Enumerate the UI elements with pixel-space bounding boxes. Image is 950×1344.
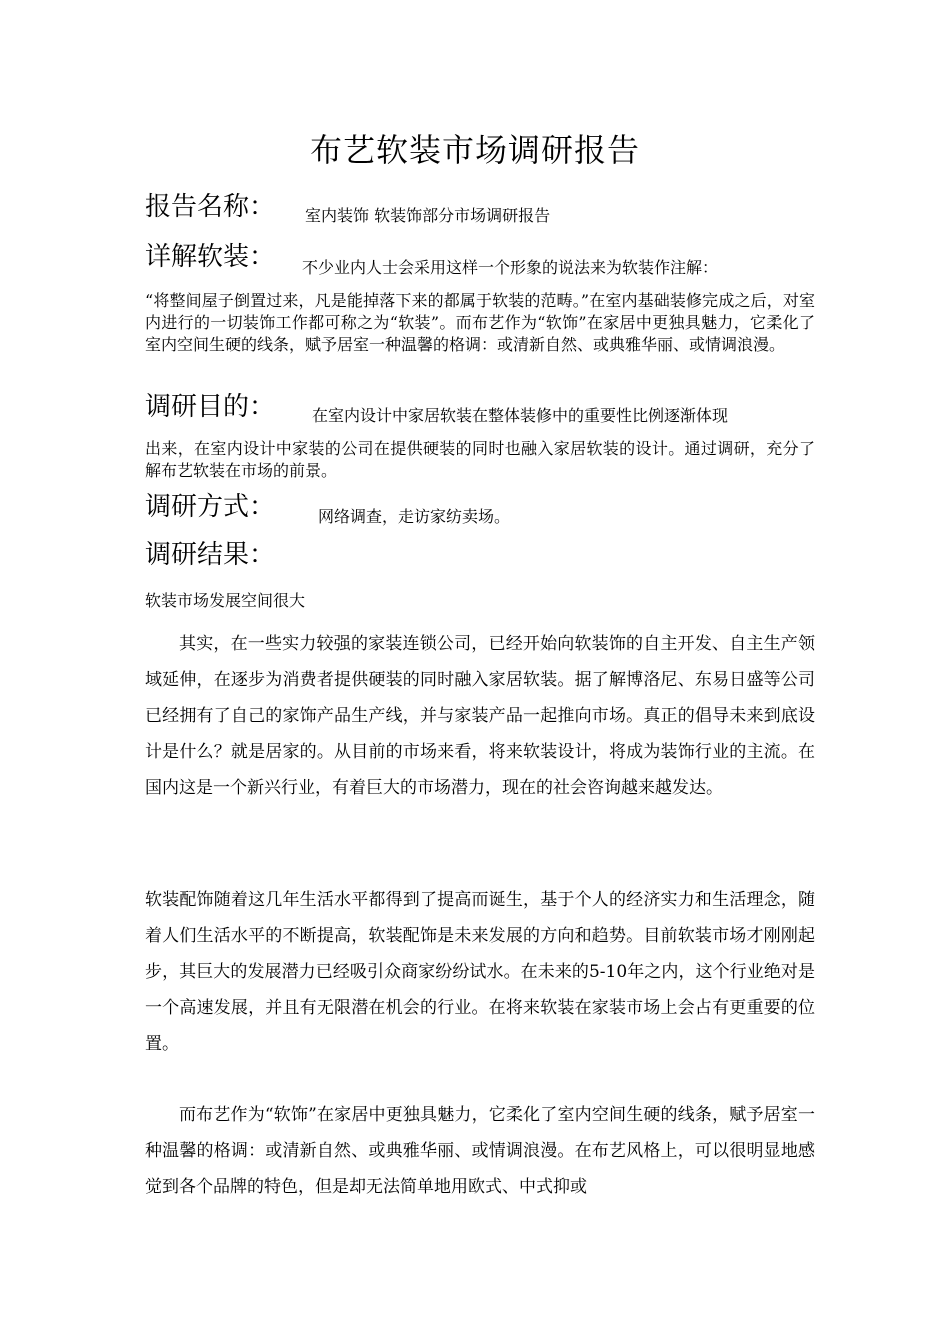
result-paragraph-3: 而布艺作为“软饰”在家居中更独具魅力，它柔化了室内空间生硬的线条，赋予居室一种温馨的格调：或清新自然、或典雅华丽、或情调浪漫。在布艺风格上，可以很明显地感觉到各个品牌的特色，但是却无法简单地用欧式、中式抑或 bbox=[145, 1105, 815, 1197]
result-paragraph-1: 其实，在一些实力较强的家装连锁公司，已经开始向软装饰的自主开发、自主生产领域延伸，在逐步为消费者提供硬装的同时融入家居软装。据了解博洛尼、东易日盛等公司已经拥有了自己的家饰产品生产线，并与家装产品一起推向市场。真正的倡导未来到底设计是什么？就是居家的。从目前的市场来看，将来软装设计，将成为装饰行业的主流。在国内这是一个新兴行业，有着巨大的市场潜力，现在的社会咨询越来越发达。 bbox=[145, 634, 815, 798]
soft-decor-heading: 详解软装： bbox=[145, 242, 276, 272]
result-paragraph-2: 软装配饰随着这几年生活水平都得到了提高而诞生，基于个人的经济实力和生活理念，随着人们生活水平的不断提高，软装配饰是未来发展的方向和趋势。目前软装市场才刚刚起步，其巨大的发展潜力已经吸引众商家纷纷试水。在未来的5-10年之内，这个行业绝对是一个高速发展，并且有无限潜在机会的行业。在将来软装在家装市场上会占有更重要的位置。 bbox=[145, 890, 815, 1054]
soft-decor-paragraph: “将整间屋子倒置过来，凡是能掉落下来的都属于软装的范畴。”在室内基础装修完成之后，对室内进行的一切装饰工作都可称之为“软装”。而布艺作为“软饰”在家居中更独具魅力，它柔化了室内空间生硬的线条，赋予居室一种温馨的格调：或清新自然、或典雅华丽、或情调浪漫。 bbox=[145, 291, 815, 354]
method-heading: 调研方式： bbox=[145, 492, 276, 522]
soft-decor-first-line: 不少业内人士会采用这样一个形象的说法来为软装作注解： bbox=[302, 258, 719, 277]
report-name-value: 室内装饰 软装饰部分市场调研报告 bbox=[305, 206, 551, 225]
result-heading: 调研结果： bbox=[145, 540, 276, 570]
result-subtitle: 软装市场发展空间很大 bbox=[145, 591, 306, 610]
method-value: 网络调查，走访家纺卖场。 bbox=[318, 507, 511, 526]
purpose-first-line: 在室内设计中家居软装在整体装修中的重要性比例逐渐体现 bbox=[312, 406, 729, 425]
report-name-heading: 报告名称： bbox=[145, 192, 276, 222]
page-title: 布艺软装市场调研报告 bbox=[309, 131, 640, 169]
purpose-heading: 调研目的： bbox=[145, 392, 276, 422]
purpose-paragraph: 出来，在室内设计中家装的公司在提供硬装的同时也融入家居软装的设计。通过调研，充分了解布艺软装在市场的前景。 bbox=[145, 439, 815, 480]
